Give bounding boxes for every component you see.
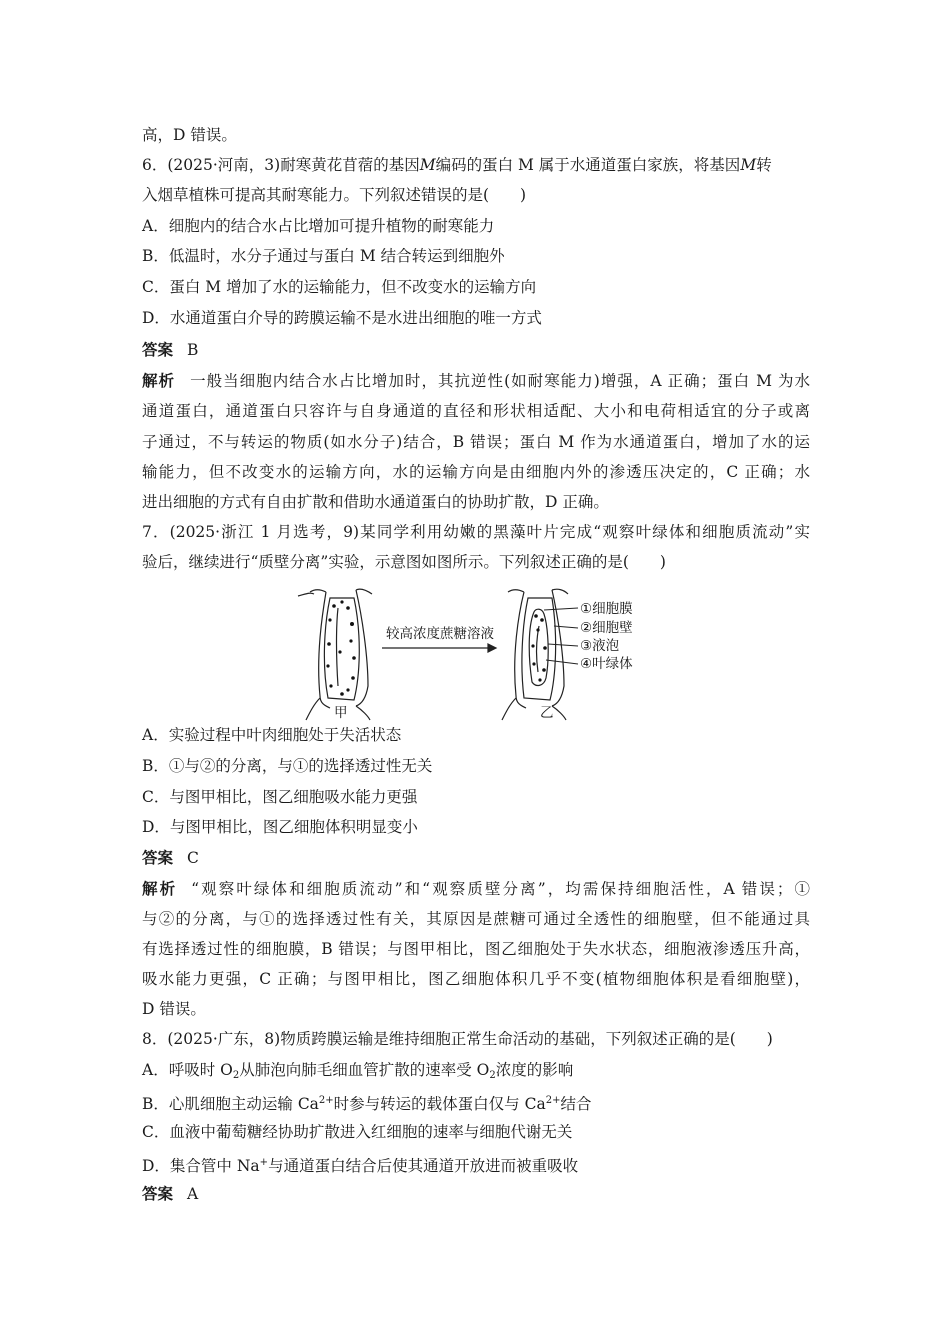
question-8-answer: 答案 A	[142, 1185, 199, 1203]
question-7-option-c: C．与图甲相比，图乙细胞吸水能力更强	[142, 788, 418, 806]
question-7-option-d: D．与图甲相比，图乙细胞体积明显变小	[142, 818, 418, 836]
question-8-option-d: D．集合管中 Na+与通道蛋白结合后使其通道开放进而被重吸收	[142, 1157, 579, 1175]
question-8-stem: 8．(2025·广东，8)物质跨膜运输是维持细胞正常生命活动的基础，下列叙述正确的是( )	[142, 1030, 773, 1048]
chloroplasts-jia	[326, 600, 355, 695]
question-6-option-a: A．细胞内的结合水占比增加可提升植物的耐寒能力	[142, 217, 495, 235]
question-6-option-b: B．低温时，水分子通过与蛋白 M 结合转运到细胞外	[142, 247, 505, 265]
question-6-analysis-cont: 通道蛋白，通道蛋白只容许与自身通道的直径和形状相适配、大小和电荷相适宜的分子或离	[142, 402, 810, 420]
question-7-stem-cont: 验后，继续进行“质壁分离”实验，示意图如图所示。下列叙述正确的是( )	[142, 553, 666, 571]
arrow	[382, 644, 496, 652]
question-6-stem: 6．(2025·河南，3)耐寒黄花苜蓿的基因M编码的蛋白 M 属于水通道蛋白家族，将基因M转	[142, 156, 772, 174]
legend-item: ③液泡	[580, 638, 620, 654]
question-7-analysis-cont: 吸水能力更强，C 正确；与图甲相比，图乙细胞体积几乎不变(植物细胞体积是看细胞壁)，	[142, 970, 810, 988]
question-7-analysis: 解析 “观察叶绿体和细胞质流动”和“观察质壁分离”，均需保持细胞活性，A 错误；①	[142, 880, 810, 898]
label-yi: 乙	[540, 705, 554, 721]
question-8-option-a: A．呼吸时 $O_2$从肺泡向肺毛细血管扩散的速率受 $O_2$浓度的影响	[142, 1061, 574, 1081]
question-6-analysis-cont: 输能力，但不改变水的运输方向，水的运输方向是由细胞内外的渗透压决定的，C 正确；水	[142, 463, 810, 481]
plasmolysis-figure	[296, 586, 666, 721]
legend-item: ②细胞壁	[580, 620, 633, 636]
question-6-option-d: D．水通道蛋白介导的跨膜运输不是水进出细胞的唯一方式	[142, 309, 542, 327]
question-7-analysis-cont: 有选择透过性的细胞膜，B 错误；与图甲相比，图乙细胞处于失水状态，细胞液渗透压升高，	[142, 940, 810, 958]
chloroplasts-yi	[531, 614, 546, 681]
question-6-analysis-cont: 子通过，不与转运的物质(如水分子)结合，B 错误；蛋白 M 作为水通道蛋白，增加了水的运	[142, 433, 810, 451]
legend-item: ④叶绿体	[580, 656, 633, 672]
arrow-label: 较高浓度蔗糖溶液	[386, 626, 494, 642]
label-jia: 甲	[334, 705, 348, 721]
question-8-option-b: B．心肌细胞主动运输 $Ca^{2+}$时参与转运的载体蛋白仅与 $Ca^{2+}$结合	[142, 1095, 592, 1113]
legend-item: ①细胞膜	[580, 601, 633, 617]
question-7-stem: 7．(2025·浙江 1 月选考，9)某同学利用幼嫩的黑藻叶片完成“观察叶绿体和细胞质流动”实	[142, 523, 810, 541]
question-7-analysis-cont: 与②的分离，与①的选择透过性有关，其原因是蔗糖可通过全透性的细胞壁，但不能通过具	[142, 910, 810, 928]
question-7-option-a: A．实验过程中叶肉细胞处于失活状态	[142, 726, 402, 744]
question-6-analysis-cont: 进出细胞的方式有自由扩散和借助水通道蛋白的协助扩散，D 正确。	[142, 493, 609, 511]
question-6-answer: 答案 B	[142, 341, 199, 359]
question-8-option-c: C．血液中葡萄糖经协助扩散进入红细胞的速率与细胞代谢无关	[142, 1123, 573, 1141]
question-6-option-c: C．蛋白 M 增加了水的运输能力，但不改变水的运输方向	[142, 278, 537, 296]
question-7-analysis-cont: D 错误。	[142, 1000, 206, 1018]
question-7-answer: 答案 C	[142, 849, 199, 867]
text-line: 高，D 错误。	[142, 126, 237, 144]
question-6-stem-cont: 入烟草植株可提高其耐寒能力。下列叙述错误的是( )	[142, 186, 527, 204]
cell-jia	[298, 589, 372, 720]
legend-leaders	[544, 608, 578, 664]
question-6-analysis: 解析 一般当细胞内结合水占比增加时，其抗逆性(如耐寒能力)增强，A 正确；蛋白 M 为水	[142, 372, 810, 390]
question-7-option-b: B．①与②的分离，与①的选择透过性无关	[142, 757, 433, 775]
